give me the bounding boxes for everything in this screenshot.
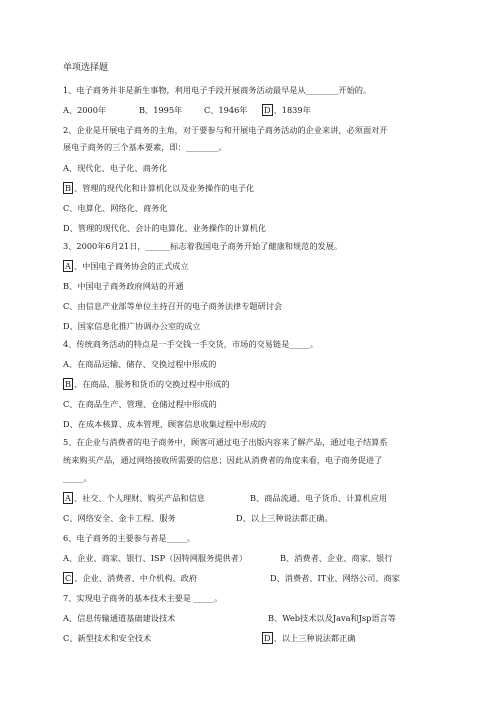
q6-option-b: B、消费者、企业、商家、银行 [280, 553, 393, 563]
q4-option-d: D、在成本核算、成本管理、顾客信息收集过程中形成的 [63, 419, 267, 429]
q3-option-b: B、中国电子商务政府网站的开通 [63, 281, 184, 291]
q1-option-d: D 、1839年 [264, 105, 311, 115]
q2-option-d: D、管理的现代化、会计的电算化、业务操作的计算机化 [63, 223, 267, 233]
q2-option-a: A、现代化、电子化、商务化 [63, 163, 168, 173]
q7-option-c: C、新型技术和安全技术 [63, 633, 152, 643]
q7-option-a: A、信息传输通道基础建设技术 [63, 613, 176, 623]
q1-option-b: B、1995年 [139, 105, 183, 115]
q2-option-b: B 、管理的现代化和计算机化以及业务操作的电子化 [65, 183, 255, 193]
question-5-stem-line-2: 统来购买产品，通过网络接收所需要的信息；因此从消费者的角度来看，电子商务促进了 [63, 455, 383, 465]
question-6-stem: 6、电子商务的主要参与者是_____。 [63, 533, 196, 543]
q3-option-d: D、国家信息化推广协调办公室的成立 [63, 321, 201, 331]
answer-mark-box: D [264, 105, 271, 115]
q4-option-b: B 、在商品、服务和货币的交换过程中形成的 [65, 379, 230, 389]
q4-option-c: C、在商品生产、管理、仓储过程中形成的 [63, 399, 217, 409]
question-3-stem: 3、2000年6月21日，______标志着我国电子商务开始了健康和规范的发展。 [63, 241, 343, 251]
q1-option-a: A、2000年 [63, 105, 107, 115]
answer-mark-box: B [65, 183, 72, 193]
question-5-stem-line-1: 5、在企业与消费者的电子商务中，顾客可通过电子出版内容来了解产品，通过电子结算系 [63, 437, 388, 447]
answer-mark-box: A [65, 261, 71, 271]
question-2-stem-line-1: 2、企业是开展电子商务的主角，对于要参与和开展电子商务活动的企业来讲，必须面对开 [63, 125, 388, 135]
q6-option-a: A、企业、商家、银行、ISP（因特网服务提供者） [63, 553, 248, 563]
q3-option-c: C、由信息产业部等单位主持召开的电子商务法律专题研讨会 [63, 301, 283, 311]
question-4-stem: 4、传统商务活动的特点是一手交钱一手交货，市场的交易链是_____。 [63, 339, 318, 349]
section-heading: 单项选择题 [63, 63, 109, 73]
q2-option-c: C、电算化、网络化、商务化 [63, 203, 168, 213]
question-5-stem-line-3: _____。 [63, 473, 92, 483]
answer-mark-box: C [65, 573, 72, 583]
question-7-stem: 7、实现电子商务的基本技术主要是 _____。 [63, 593, 223, 603]
question-1-stem: 1、电子商务并非是新生事物，利用电子手段开展商务活动最早是从________开始的。 [63, 85, 372, 95]
q1-option-c: C、1946年 [204, 105, 248, 115]
q6-option-c: C 、企业、消费者、中介机构、政府 [65, 573, 198, 583]
q3-option-a: A 、中国电子商务协会的正式成立 [65, 261, 189, 271]
q5-option-d: D、以上三种说法都正确。 [236, 513, 333, 523]
answer-mark-box: B [65, 379, 72, 389]
q5-option-a: A 、社交、个人理财、购买产品和信息 [65, 493, 205, 503]
q5-option-c: C、网络安全、金卡工程、服务 [63, 513, 176, 523]
q7-option-b: B、Web技术以及Java和Jsp语言等 [268, 613, 396, 623]
q6-option-d: D、消费者、IT业、网络公司、商家 [270, 573, 400, 583]
q7-option-d: D 、以上三种说法都正确 [264, 633, 356, 643]
answer-mark-box: A [65, 493, 71, 503]
q5-option-b: B、商品流通、电子货币、计算机应用 [250, 493, 388, 503]
question-2-stem-line-2: 展电子商务的三个基本要素，即：________。 [63, 142, 227, 152]
answer-mark-box: D [264, 633, 271, 643]
q4-option-a: A、在商品运输、储存、交换过程中形成的 [63, 359, 217, 369]
